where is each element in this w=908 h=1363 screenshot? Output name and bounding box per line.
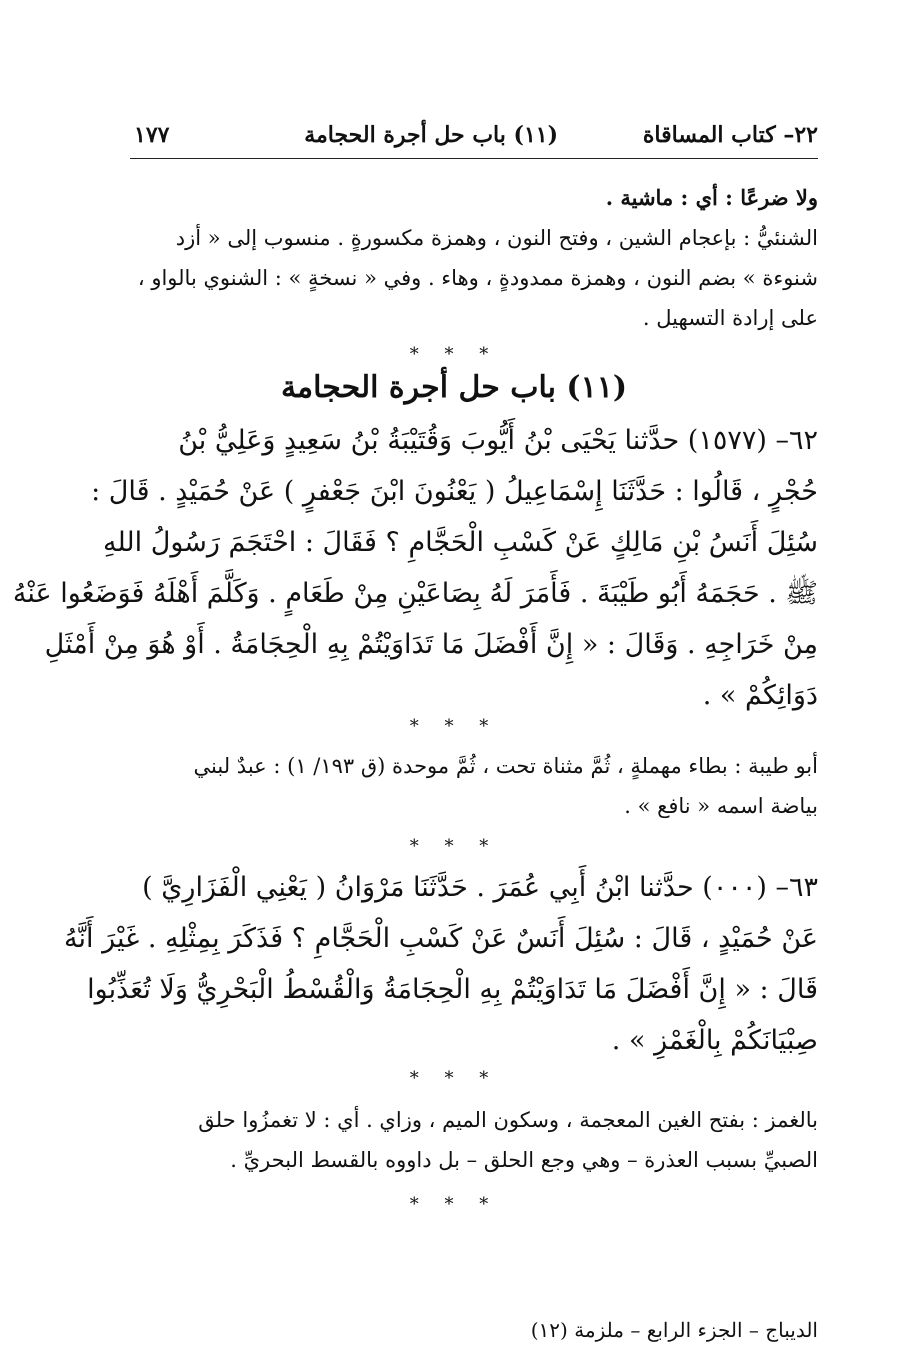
note-line: ولا ضرعًا : أي : ماشية . <box>605 185 818 210</box>
note-middle <box>130 746 818 826</box>
hadith-line: قَالَ : « إِنَّ أَفْضَلَ مَا تَدَاوَيْتُمْ بِهِ الْحِجَامَةُ وَالْقُسْطُ الْبَحْرِيُّ وَلَا تُعَذِّبُوا <box>87 974 818 1005</box>
note-line: شنوءة » بضم النون ، وهمزة ممدودةٍ ، وهاء . وفي « نسخةٍ » : الشنوي بالواو ، <box>137 266 818 290</box>
separator-stars: * * * <box>409 344 499 365</box>
note-bottom <box>130 1100 818 1180</box>
note-line: بالغمز : بفتح الغين المعجمة ، وسكون الميم ، وزاي . أي : لا تغمزُوا حلق <box>198 1108 818 1132</box>
hadith-line: سُئِلَ أَنَسُ بْنِ مَالِكٍ عَنْ كَسْبِ الْحَجَّامِ ؟ فَقَالَ : احْتَجَمَ رَسُولُ اللهِ <box>103 527 818 558</box>
signature-footer: الديباج – الجزء الرابع – ملزمة (١٢) <box>530 1318 818 1342</box>
hadith-line: ﷺ . حَجَمَهُ أَبُو طَيْبَةَ . فَأَمَرَ لَهُ بِصَاعَيْنِ مِنْ طَعَامٍ . وَكَلَّمَ أَهْلَهُ فَوَضَعُوا عَنْهُ <box>12 578 818 609</box>
separator-stars: * * * <box>409 716 499 737</box>
hadith-line: عَنْ حُمَيْدٍ ، قَالَ : سُئِلَ أَنَسٌ عَنْ كَسْبِ الْحَجَّامِ ؟ فَذَكَرَ بِمِثْلِهِ . غَيْرَ أَنَّهُ <box>64 923 818 954</box>
separator-stars: * * * <box>409 1068 499 1089</box>
note-line: الشنئيُّ : بإعجام الشين ، وفتح النون ، وهمزة مكسورةٍ . منسوب إلى « أزد <box>175 226 818 250</box>
running-header <box>130 118 818 159</box>
header-chapter-title: (١١) باب حل أجرة الحجامة <box>304 122 558 148</box>
hadith-line: حُجْرٍ ، قَالُوا : حَدَّثَنَا إِسْمَاعِيلُ ( يَعْنُونَ ابْنَ جَعْفرٍ ) عَنْ حُمَيْدٍ . قَالَ : <box>91 476 818 507</box>
chapter-heading: (١١) باب حل أجرة الحجامة <box>280 370 628 405</box>
separator-stars: * * * <box>409 836 499 857</box>
note-line: أبو طيبة : بطاء مهملةٍ ، ثُمَّ مثناة تحت ، ثُمَّ موحدة (ق ١٩٣/ ١) : عبدٌ لبني <box>193 754 818 778</box>
note-line: الصبيِّ بسبب العذرة – وهي وجع الحلق – بل داووه بالقسط البحريِّ . <box>230 1148 818 1172</box>
note-line: بياضة اسمه « نافع » . <box>624 794 818 818</box>
hadith-line: صِبْيَانَكُمْ بِالْغَمْزِ » . <box>611 1025 818 1056</box>
separator-stars: * * * <box>409 1194 499 1215</box>
hadith-62 <box>12 415 818 721</box>
header-book-title: ٢٢– كتاب المساقاة <box>642 122 818 148</box>
note-top <box>130 178 818 338</box>
page-number: ١٧٧ <box>134 122 170 148</box>
note-line: على إرادة التسهيل . <box>642 306 818 330</box>
hadith-line: ٦٣– (٠٠٠) حدَّثنا ابْنُ أَبِي عُمَرَ . حَدَّثَنَا مَرْوَانُ ( يَعْنِي الْفَزَارِيَّ ) <box>142 872 818 903</box>
hadith-line: دَوَائِكُمْ » . <box>702 680 818 711</box>
hadith-line: مِنْ خَرَاجِهِ . وَقَالَ : « إِنَّ أَفْضَلَ مَا تَدَاوَيْتُمْ بِهِ الْحِجَامَةُ . أَوْ هُوَ مِنْ أَمْثَلِ <box>44 629 818 660</box>
hadith-line: ٦٢– (١٥٧٧) حدَّثنا يَحْيَى بْنُ أَيُّوبَ وَقُتَيْبَةُ بْنُ سَعِيدٍ وَعَلِيُّ بْنُ <box>178 425 818 456</box>
hadith-63 <box>64 862 818 1066</box>
